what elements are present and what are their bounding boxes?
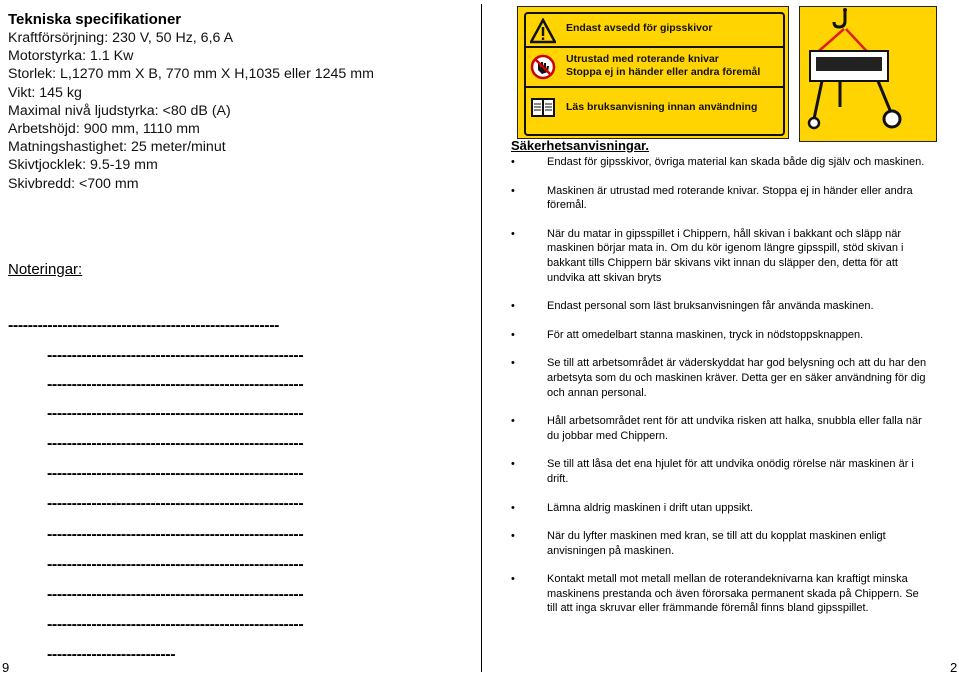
spec-item: Kraftförsörjning: 230 V, 50 Hz, 6,6 A <box>8 30 234 46</box>
safety-item-text: När du lyfter maskinen med kran, se till att du kopplat maskinen enligt anvisningen på maskinen. <box>547 530 886 557</box>
bullet-icon: • <box>511 357 515 370</box>
safety-item-text: Endast personal som läst bruksanvisningen får använda maskinen. <box>547 300 874 313</box>
left-page <box>0 0 479 678</box>
spec-item: Skivbredd: <700 mm <box>8 175 139 192</box>
safety-item <box>511 501 931 516</box>
manual-book-icon <box>530 94 556 120</box>
bullet-icon: • <box>511 184 515 197</box>
notes-line: ---------------------------------------------------- <box>47 496 304 512</box>
page-number-left: 9 <box>2 660 10 675</box>
sign-text-2: Utrustad med roterande knivar <box>566 53 719 65</box>
bullet-icon: • <box>511 227 515 240</box>
notes-line: ------------------------------------------------------- <box>8 318 280 334</box>
notes-line: ---------------------------------------------------- <box>47 527 304 543</box>
safety-item <box>511 457 931 486</box>
sign-divider <box>526 46 783 48</box>
spec-item: Storlek: L,1270 mm X B, 770 mm X H,1035 eller 1245 mm <box>8 66 374 83</box>
safety-item <box>511 356 931 400</box>
safety-item <box>511 227 931 285</box>
safety-item <box>511 299 931 314</box>
bullet-icon: • <box>511 458 515 471</box>
notes-line: ---------------------------------------------------- <box>47 587 304 603</box>
bullet-icon: • <box>511 300 515 313</box>
spec-item: Vikt: 145 kg <box>8 84 82 101</box>
spec-item: Matningshastighet: 25 meter/minut <box>8 139 226 156</box>
notes-line: ---------------------------------------------------- <box>47 617 304 633</box>
notes-line: ---------------------------------------------------- <box>47 348 304 364</box>
crane-lift-sign <box>799 6 937 142</box>
warning-triangle-icon <box>530 18 556 44</box>
right-page <box>484 0 959 678</box>
crane-hook-machine-icon <box>800 7 936 141</box>
safety-item-text: Kontakt metall mot metall mellan de roterandeknivarna kan kraftigt minska maskinens prestanda och även förorsaka permanent skada på Chippern. Se till att inga skruvar eller främmande föremål finns bland gipsspillet. <box>547 573 919 615</box>
safety-item <box>511 529 931 558</box>
safety-item-text: Endast för gipsskivor, övriga material kan skada både dig själv och maskinen. <box>547 156 925 168</box>
bullet-icon: • <box>511 415 515 428</box>
notes-line: ---------------------------------------------------- <box>47 557 304 573</box>
bullet-icon: • <box>511 573 515 586</box>
safety-item <box>511 572 931 616</box>
safety-item-text: När du matar in gipsspillet i Chippern, håll skivan i bakkant och släpp när maskinen börjar mata in. Om du kör igenom längre gipsspill, stöd skivan i bakkant tills Chippern bär skivans vikt innan du släpper den, detta för att undvika att skivan bryts <box>547 227 904 284</box>
page-divider <box>481 4 482 672</box>
notes-line: ---------------------------------------------------- <box>47 466 304 482</box>
safety-item-text: Maskinen är utrustad med roterande knivar. Stoppa ej in händer eller andra föremål. <box>547 184 913 212</box>
safety-item-text: Lämna aldrig maskinen i drift utan uppsikt. <box>547 501 754 514</box>
spec-item: Motorstyrka: 1.1 Kw <box>8 48 134 65</box>
notes-line: ---------------------------------------------------- <box>47 377 304 393</box>
spec-item: Arbetshöjd: 900 mm, 1110 mm <box>8 121 200 138</box>
safety-item <box>511 414 931 443</box>
safety-title: Säkerhetsanvisningar. <box>511 138 650 153</box>
page-number-right: 2 <box>950 660 958 675</box>
spec-item: Skivtjocklek: 9.5-19 mm <box>8 157 158 174</box>
safety-list <box>511 155 931 630</box>
spec-item: Maximal nivå ljudstyrka: <80 dB (A) <box>8 102 231 119</box>
notes-line: ---------------------------------------------------- <box>47 436 304 452</box>
safety-item <box>511 328 931 343</box>
safety-item <box>511 155 931 170</box>
spec-list <box>8 29 374 193</box>
bullet-icon: • <box>511 530 515 543</box>
notes-line: -------------------------- <box>47 647 176 663</box>
safety-item-text: Håll arbetsområdet rent för att undvika risken att halka, snubbla eller falla när du jobbar med Chippern. <box>547 415 922 442</box>
safety-item <box>511 184 931 213</box>
notes-title: Noteringar: <box>8 261 83 278</box>
sign-text-4: Läs bruksanvisning innan användning <box>566 101 758 113</box>
sign-divider <box>526 86 783 88</box>
sign-text-1: Endast avsedd för gipsskivor <box>566 22 713 34</box>
spec-title: Tekniska specifikationer <box>8 11 182 28</box>
safety-item-text: Se till att låsa det ena hjulet för att undvika onödig rörelse när maskinen är i drift. <box>547 458 914 485</box>
bullet-icon: • <box>511 328 515 341</box>
bullet-icon: • <box>511 501 515 514</box>
no-hands-icon <box>530 54 556 80</box>
warning-sign <box>517 6 789 139</box>
safety-item-text: Se till att arbetsområdet är väderskyddat har god belysning och att du har den arbetsyta som du och maskinen kräver. Detta ger en säker användning för dig och annan personal. <box>547 357 927 399</box>
bullet-icon: • <box>511 156 515 168</box>
notes-line: ---------------------------------------------------- <box>47 406 304 422</box>
safety-item-text: För att omedelbart stanna maskinen, tryck in nödstoppsknappen. <box>547 328 864 341</box>
sign-text-3: Stoppa ej in händer eller andra föremål <box>566 66 761 78</box>
